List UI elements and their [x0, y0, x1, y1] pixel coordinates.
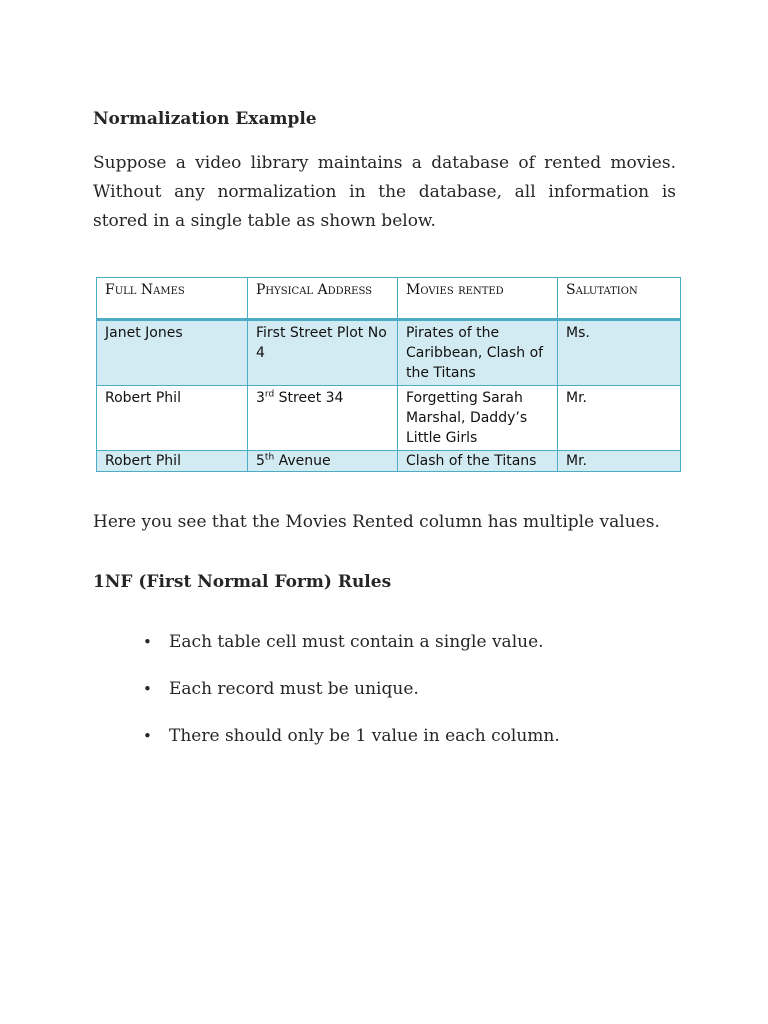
address-number: 3 [256, 390, 265, 406]
table-row [97, 451, 681, 472]
rules-list [143, 628, 560, 769]
cell-salutation: Mr. [558, 386, 681, 451]
bullet-icon: • [143, 727, 152, 745]
table-row [97, 320, 681, 386]
list-item [143, 722, 560, 769]
cell-full-name: Robert Phil [97, 451, 248, 472]
cell-physical-address [248, 451, 398, 472]
cell-physical-address: First Street Plot No 4 [248, 320, 398, 386]
address-number: 5 [256, 453, 265, 469]
header-salutation: Salutation [558, 278, 681, 320]
rule-text: Each table cell must contain a single value. [169, 632, 544, 652]
rule-text: There should only be 1 value in each column. [169, 726, 560, 746]
bullet-icon: • [143, 633, 152, 651]
rented-movies-table [96, 277, 681, 472]
header-physical-address: Physical Address [248, 278, 398, 320]
cell-full-name: Janet Jones [97, 320, 248, 386]
section-heading-normalization-example: Normalization Example [93, 109, 317, 129]
cell-salutation: Mr. [558, 451, 681, 472]
rule-text: Each record must be unique. [169, 679, 419, 699]
cell-salutation: Ms. [558, 320, 681, 386]
cell-movies-rented: Clash of the Titans [398, 451, 558, 472]
list-item [143, 628, 560, 675]
section-heading-1nf-rules: 1NF (First Normal Form) Rules [93, 572, 392, 592]
address-street: Street 34 [274, 390, 344, 406]
address-ordinal-suffix: rd [264, 389, 275, 400]
header-full-names: Full Names [97, 278, 248, 320]
cell-movies-rented: Pirates of the Caribbean, Clash of the Titans [398, 320, 558, 386]
cell-movies-rented: Forgetting Sarah Marshal, Daddy’s Little Girls [398, 386, 558, 451]
list-item [143, 675, 560, 722]
address-ordinal-suffix: th [264, 452, 275, 463]
bullet-icon: • [143, 680, 152, 698]
cell-full-name: Robert Phil [97, 386, 248, 451]
intro-paragraph: Suppose a video library maintains a database of rented movies. Without any normalization in the database, all information is stored in a single table as shown below. [93, 153, 676, 231]
table-row [97, 386, 681, 451]
header-movies-rented: Movies rented [398, 278, 558, 320]
address-street: Avenue [274, 453, 331, 469]
cell-physical-address [248, 386, 398, 451]
table-header-row [97, 278, 681, 320]
after-table-paragraph: Here you see that the Movies Rented column has multiple values. [93, 512, 660, 532]
